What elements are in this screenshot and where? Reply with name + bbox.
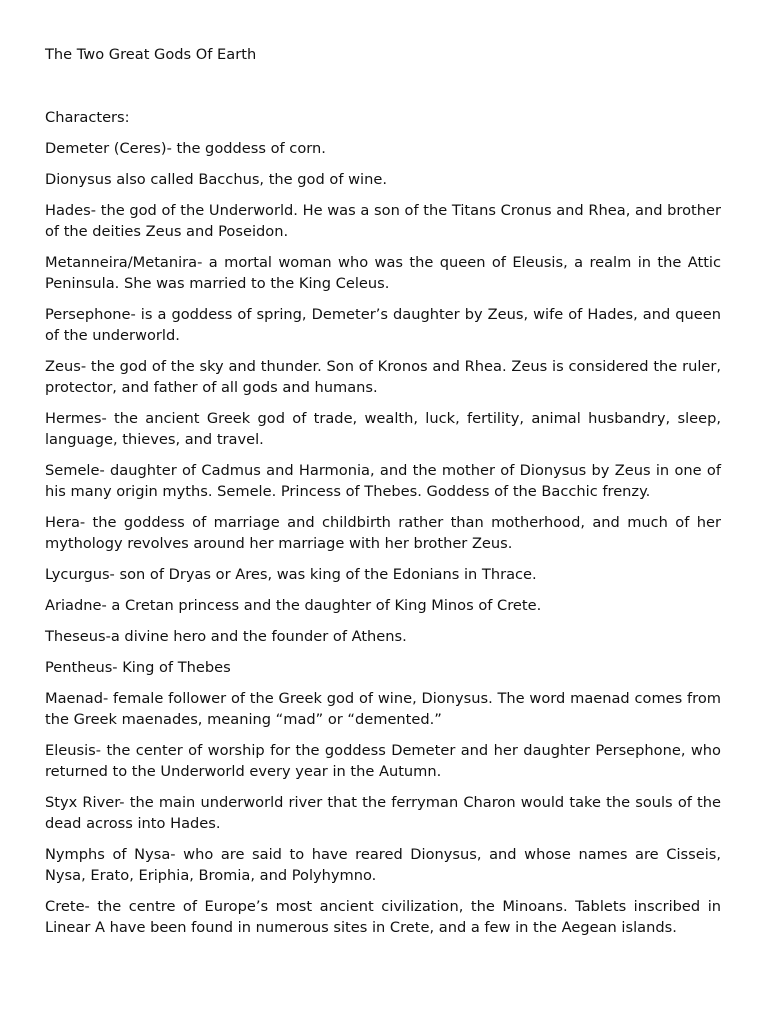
character-entry-persephone: Persephone- is a goddess of spring, Demeter’s daughter by Zeus, wife of Hades, and queen of the underworld. (45, 306, 721, 344)
document-page (45, 44, 721, 948)
character-entry-maenad: Maenad- female follower of the Greek god of wine, Dionysus. The word maenad comes from the Greek maenades, meaning “mad” or “demented.” (45, 690, 721, 728)
character-list (45, 138, 721, 938)
character-entry-eleusis: Eleusis- the center of worship for the goddess Demeter and her daughter Persephone, who returned to the Underworld every year in the Autumn. (45, 742, 721, 780)
character-entry-ariadne: Ariadne- a Cretan princess and the daughter of King Minos of Crete. (45, 597, 542, 614)
character-entry-zeus: Zeus- the god of the sky and thunder. Son of Kronos and Rhea. Zeus is considered the ruler, protector, and father of all gods and humans. (45, 358, 721, 396)
character-entry-dionysus: Dionysus also called Bacchus, the god of wine. (45, 171, 387, 188)
character-entry-styx-river: Styx River- the main underworld river that the ferryman Charon would take the souls of the dead across into Hades. (45, 794, 721, 832)
character-entry-hera: Hera- the goddess of marriage and childbirth rather than motherhood, and much of her mythology revolves around her marriage with her brother Zeus. (45, 514, 721, 552)
character-entry-metanira: Metanneira/Metanira- a mortal woman who was the queen of Eleusis, a realm in the Attic Peninsula. She was married to the King Celeus. (45, 254, 721, 292)
character-entry-hades: Hades- the god of the Underworld. He was a son of the Titans Cronus and Rhea, and brother of the deities Zeus and Poseidon. (45, 202, 721, 240)
character-entry-crete: Crete- the centre of Europe’s most ancient civilization, the Minoans. Tablets inscribed in Linear A have been found in numerous sites in Crete, and a few in the Aegean islands. (45, 898, 721, 936)
character-entry-hermes: Hermes- the ancient Greek god of trade, wealth, luck, fertility, animal husbandry, sleep, language, thieves, and travel. (45, 410, 721, 448)
character-entry-pentheus: Pentheus- King of Thebes (45, 659, 231, 676)
character-entry-demeter: Demeter (Ceres)- the goddess of corn. (45, 140, 326, 157)
characters-heading: Characters: (45, 109, 130, 126)
document-title: The Two Great Gods Of Earth (45, 46, 257, 63)
character-entry-lycurgus: Lycurgus- son of Dryas or Ares, was king of the Edonians in Thrace. (45, 566, 537, 583)
character-entry-semele: Semele- daughter of Cadmus and Harmonia, and the mother of Dionysus by Zeus in one of his many origin myths. Semele. Princess of Thebes. Goddess of the Bacchic frenzy. (45, 462, 721, 500)
character-entry-theseus: Theseus-a divine hero and the founder of Athens. (45, 628, 407, 645)
character-entry-nymphs-of-nysa: Nymphs of Nysa- who are said to have reared Dionysus, and whose names are Cisseis, Nysa, Erato, Eriphia, Bromia, and Polyhymno. (45, 846, 721, 884)
